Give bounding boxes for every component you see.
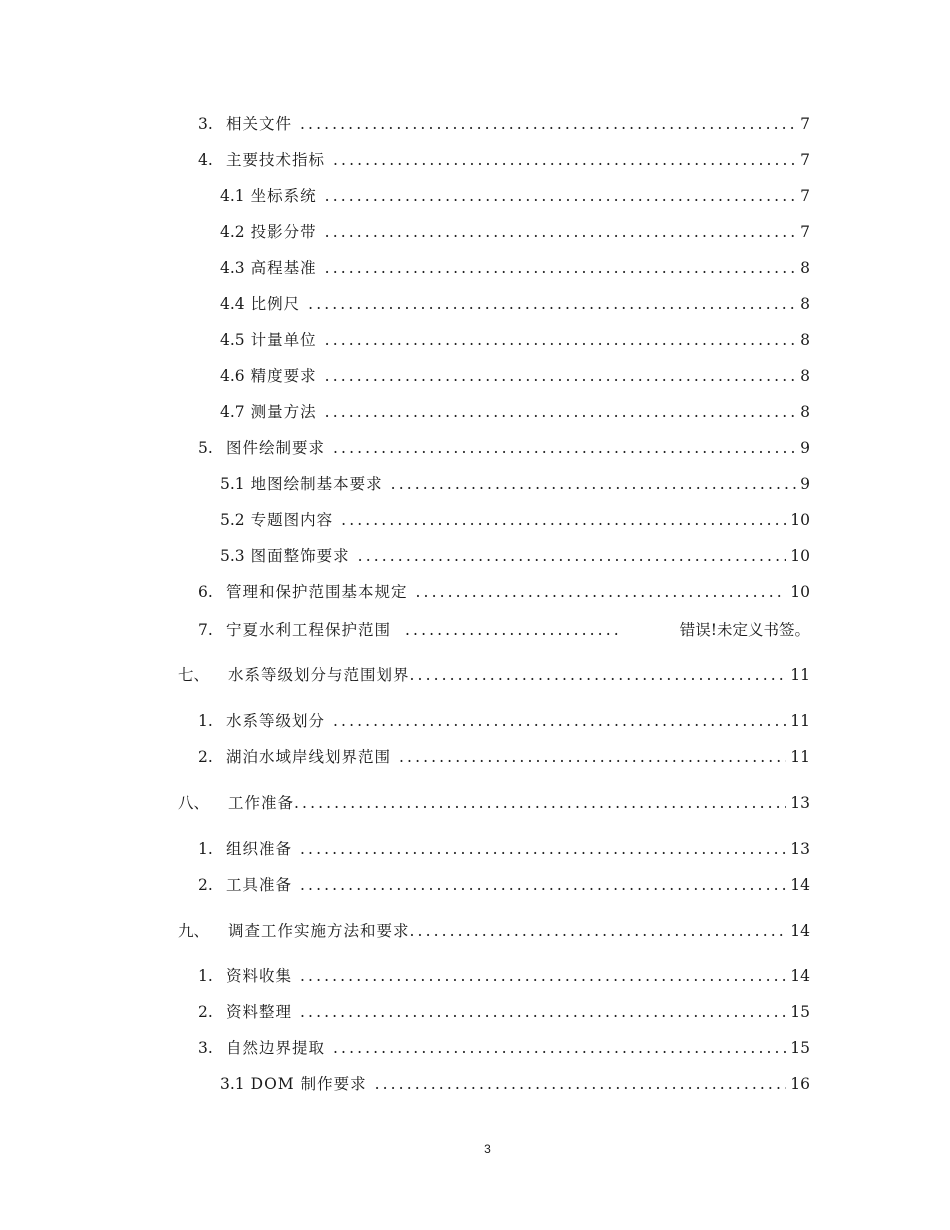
toc-entry-page: 11: [790, 712, 810, 730]
toc-leader-dots: [333, 436, 796, 460]
toc-entry-number: 4.: [198, 151, 213, 169]
toc-entry-title: 测量方法: [250, 403, 317, 421]
toc-entry-title: 高程基准: [250, 259, 317, 277]
toc-entry-title: 湖泊水域岸线划界范围: [226, 748, 392, 766]
toc-entry-page: 8: [800, 259, 810, 277]
toc-leader-dots: [341, 508, 786, 532]
toc-entry-number: 7.: [198, 621, 213, 639]
toc-entry-page: 11: [790, 748, 810, 766]
toc-entry-page: 8: [800, 403, 810, 421]
toc-leader-dots: [300, 1000, 786, 1024]
toc-entry-page: 9: [800, 475, 810, 493]
toc-entry-accuracy[interactable]: [220, 364, 810, 388]
toc-entry-title: 工作准备: [228, 794, 295, 812]
toc-entry-title: 专题图内容: [250, 511, 334, 529]
toc-entry-title: 管理和保护范围基本规定: [226, 583, 408, 601]
toc-entry-title: 主要技术指标: [226, 151, 326, 169]
toc-entry-page: 15: [790, 1003, 810, 1021]
toc-entry-number: 3.: [198, 1039, 213, 1057]
toc-entry-number: 4.1: [220, 187, 245, 205]
toc-entry-projection-zone[interactable]: [220, 220, 810, 244]
toc-entry-title: 资料整理: [226, 1003, 293, 1021]
toc-entry-page: 10: [790, 547, 810, 565]
toc-leader-dots: [300, 964, 786, 988]
page-number: 3: [484, 1142, 491, 1156]
toc-entry-title: 图件绘制要求: [226, 439, 326, 457]
toc-entry-elevation-datum[interactable]: [220, 256, 810, 280]
toc-leader-dots: [300, 112, 796, 136]
toc-entry-title: 资料收集: [226, 967, 293, 985]
toc-entry-page: 15: [790, 1039, 810, 1057]
toc-entry-title: DOM 制作要求: [250, 1075, 367, 1093]
toc-entry-work-preparation[interactable]: [178, 791, 810, 815]
toc-entry-page: 7: [800, 151, 810, 169]
toc-entry-title: 自然边界提取: [226, 1039, 326, 1057]
toc-entry-title: 比例尺: [250, 295, 301, 313]
toc-entry-page: 13: [790, 840, 810, 858]
toc-entry-number: 5.: [198, 439, 213, 457]
toc-entry-page: 10: [790, 583, 810, 601]
toc-entry-title: 水系等级划分与范围划界: [228, 666, 410, 684]
toc-entry-page: 14: [790, 967, 810, 985]
toc-entry-survey-method[interactable]: [220, 400, 810, 424]
toc-entry-number: 5.2: [220, 511, 245, 529]
toc-entry-title: 调查工作实施方法和要求: [228, 922, 410, 940]
toc-entry-number: 八、: [178, 794, 210, 812]
toc-entry-title: 地图绘制基本要求: [250, 475, 383, 493]
toc-entry-title: 投影分带: [250, 223, 317, 241]
toc-entry-page-error: 错误!未定义书签。: [679, 621, 810, 639]
toc-leader-dots: [333, 1036, 786, 1060]
toc-entry-title: 坐标系统: [250, 187, 317, 205]
toc-entry-tools[interactable]: [198, 873, 810, 897]
toc-leader-dots: [308, 292, 796, 316]
toc-entry-page: 7: [800, 223, 810, 241]
toc-entry-number: 6.: [198, 583, 213, 601]
toc-entry-page: 11: [790, 666, 810, 684]
toc-entry-survey-implementation[interactable]: [178, 919, 810, 943]
toc-entry-number: 2.: [198, 876, 213, 894]
toc-leader-dots: [325, 364, 796, 388]
toc-entry-data-collection[interactable]: [198, 964, 810, 988]
toc-entry-number: 4.4: [220, 295, 245, 313]
toc-entry-main-tech-indicators[interactable]: [198, 148, 810, 172]
toc-entry-lake-shoreline[interactable]: [198, 745, 810, 769]
toc-leader-dots: [405, 618, 623, 642]
toc-leader-dots: [358, 544, 787, 568]
toc-entry-number: 1.: [198, 840, 213, 858]
toc-entry-title: 图面整饰要求: [250, 547, 350, 565]
toc-entry-drawing-requirements[interactable]: [198, 436, 810, 460]
toc-entry-number: 七、: [178, 666, 210, 684]
toc-entry-page: 8: [800, 367, 810, 385]
toc-entry-page: 7: [800, 187, 810, 205]
toc-leader-dots: [410, 919, 787, 943]
toc-leader-dots: [333, 148, 796, 172]
toc-entry-number: 3.: [198, 115, 213, 133]
toc-entry-page: 8: [800, 295, 810, 313]
toc-entry-title: 精度要求: [250, 367, 317, 385]
toc-entry-page: 14: [790, 876, 810, 894]
toc-entry-water-system-grading[interactable]: [178, 663, 810, 687]
toc-entry-number: 4.2: [220, 223, 245, 241]
toc-entry-coordinate-system[interactable]: [220, 184, 810, 208]
toc-entry-title: 工具准备: [226, 876, 293, 894]
toc-entry-title: 水系等级划分: [226, 712, 326, 730]
toc-entry-number: 4.5: [220, 331, 245, 349]
toc-entry-natural-boundary[interactable]: [198, 1036, 810, 1060]
toc-entry-units[interactable]: [220, 328, 810, 352]
toc-entry-number: 4.3: [220, 259, 245, 277]
toc-entry-data-organization[interactable]: [198, 1000, 810, 1024]
toc-entry-number: 5.3: [220, 547, 245, 565]
toc-entry-number: 4.7: [220, 403, 245, 421]
toc-leader-dots: [325, 220, 796, 244]
toc-entry-page: 14: [790, 922, 810, 940]
toc-leader-dots: [333, 709, 786, 733]
toc-entry-dom-requirements[interactable]: [220, 1072, 810, 1096]
toc-entry-page: 10: [790, 511, 810, 529]
toc-entry-number: 5.1: [220, 475, 245, 493]
toc-entry-page: 13: [790, 794, 810, 812]
toc-leader-dots: [325, 184, 796, 208]
toc-leader-dots: [325, 256, 796, 280]
toc-entry-number: 4.6: [220, 367, 245, 385]
toc-entry-thematic-map-content[interactable]: [220, 508, 810, 532]
toc-leader-dots: [399, 745, 786, 769]
toc-leader-dots: [300, 837, 786, 861]
toc-entry-map-finishing[interactable]: [220, 544, 810, 568]
toc-entry-number: 1.: [198, 967, 213, 985]
toc-entry-number: 3.1: [220, 1075, 245, 1093]
toc-leader-dots: [300, 873, 786, 897]
toc-entry-ningxia-protection[interactable]: [198, 618, 810, 642]
toc-entry-page: 8: [800, 331, 810, 349]
toc-entry-number: 2.: [198, 1003, 213, 1021]
toc-leader-dots: [375, 1072, 787, 1096]
toc-leader-dots: [325, 400, 796, 424]
toc-entry-water-grading[interactable]: [198, 709, 810, 733]
toc-entry-page: 16: [790, 1075, 810, 1093]
toc-entry-page: 7: [800, 115, 810, 133]
toc-entry-number: 2.: [198, 748, 213, 766]
toc-entry-title: 相关文件: [226, 115, 293, 133]
toc-entry-management-protection[interactable]: [198, 580, 810, 604]
toc-entry-title: 组织准备: [226, 840, 293, 858]
toc-entry-related-files[interactable]: [198, 112, 810, 136]
toc-entry-title: 宁夏水利工程保护范围: [226, 621, 392, 639]
toc-leader-dots: [325, 328, 796, 352]
toc-entry-map-basic-requirements[interactable]: [220, 472, 810, 496]
toc-leader-dots: [294, 791, 786, 815]
toc-entry-number: 九、: [178, 922, 210, 940]
toc-entry-title: 计量单位: [250, 331, 317, 349]
toc-leader-dots: [391, 472, 796, 496]
toc-leader-dots: [416, 580, 787, 604]
toc-entry-page: 9: [800, 439, 810, 457]
toc-entry-number: 1.: [198, 712, 213, 730]
toc-entry-organization[interactable]: [198, 837, 810, 861]
toc-entry-scale[interactable]: [220, 292, 810, 316]
toc-leader-dots: [410, 663, 787, 687]
